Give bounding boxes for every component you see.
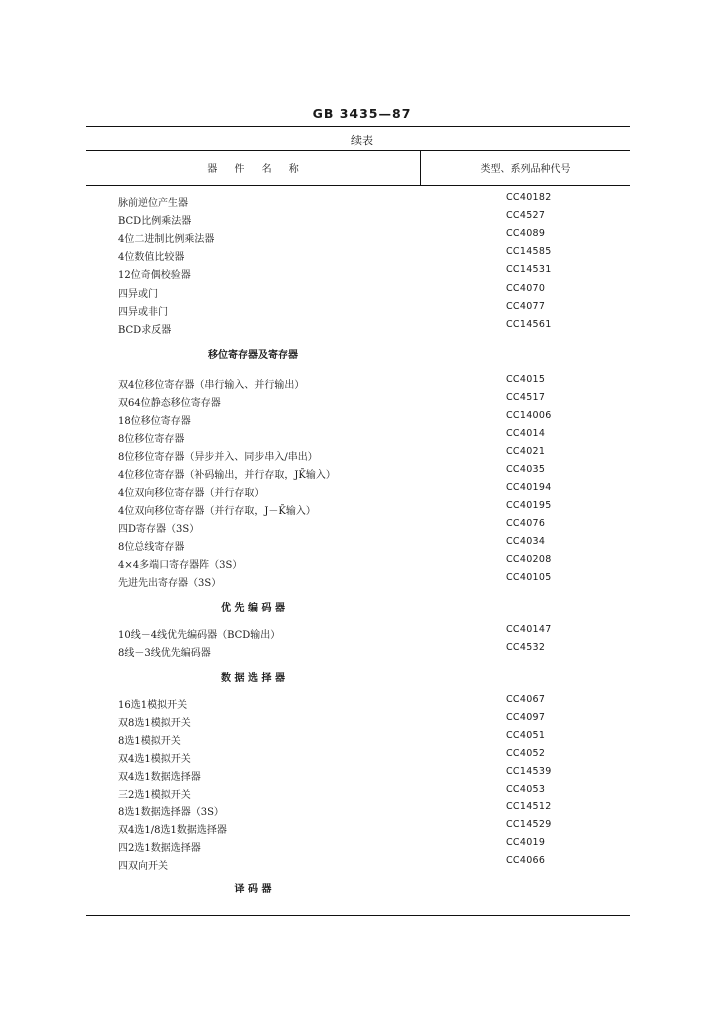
device-name: 18位移位寄存器 <box>118 416 191 427</box>
device-name: 8位总线寄存器 <box>118 542 185 553</box>
device-name: 4位移位寄存器（补码输出，并行存取，JK̄输入） <box>118 470 336 481</box>
device-code: CC4051 <box>506 729 546 741</box>
device-code: CC4015 <box>506 374 546 385</box>
section-title: 译 码 器 <box>234 884 272 895</box>
device-code: CC40147 <box>506 624 552 635</box>
device-code: CC14561 <box>506 318 552 330</box>
device-code: CC4052 <box>506 747 546 759</box>
device-code: CC4517 <box>506 392 546 403</box>
standard-number-header: GB 3435—87 <box>312 106 412 121</box>
device-name: 4位双向移位寄存器（并行存取，J－K̄输入） <box>118 506 316 517</box>
device-code: CC40182 <box>506 192 552 203</box>
device-code: CC4035 <box>506 464 546 475</box>
device-code: CC4053 <box>506 783 546 795</box>
device-name: 8位移位寄存器（异步并入、同步串入/串出） <box>118 452 318 463</box>
device-code: CC4532 <box>506 642 546 653</box>
table-bottom-rule <box>86 915 630 916</box>
device-code: CC40105 <box>506 572 552 583</box>
device-code: CC14585 <box>506 246 552 258</box>
device-name: 双4选1数据选择器 <box>118 771 201 783</box>
device-name: 双4选1模拟开关 <box>118 753 191 765</box>
device-code: CC40194 <box>506 482 552 493</box>
device-name: 8选1数据选择器（3S） <box>118 807 224 819</box>
device-name: 12位奇偶校验器 <box>118 270 191 282</box>
device-name: 四异或门 <box>118 288 158 300</box>
device-code: CC14512 <box>506 801 552 813</box>
device-name: 四2选1数据选择器 <box>118 843 201 855</box>
device-name: 16选1模拟开关 <box>118 700 188 711</box>
device-code: CC40208 <box>506 554 552 565</box>
device-name: 双64位静态移位寄存器 <box>118 398 221 409</box>
device-name: 4×4多端口寄存器阵（3S） <box>118 560 243 571</box>
device-name: 四异或非门 <box>118 306 168 318</box>
device-name: 8选1模拟开关 <box>118 735 181 747</box>
device-code: CC4019 <box>506 837 546 849</box>
device-name: 4位二进制比例乘法器 <box>118 234 215 246</box>
device-name: 4位双向移位寄存器（并行存取） <box>118 488 265 499</box>
device-code: CC4097 <box>506 711 546 723</box>
device-code: CC4067 <box>506 694 546 705</box>
device-name: 脉前逆位产生器 <box>118 198 188 209</box>
device-code: CC14006 <box>506 410 552 421</box>
device-name: 双4位移位寄存器（串行输入、并行输出） <box>118 380 305 391</box>
device-name: 四D寄存器（3S） <box>118 524 200 535</box>
section-title: 数 据 选 择 器 <box>221 673 285 684</box>
device-name: 8位移位寄存器 <box>118 434 185 445</box>
device-name: 先进先出寄存器（3S） <box>118 578 222 589</box>
device-code: CC4089 <box>506 228 546 240</box>
device-code: CC4070 <box>506 282 546 294</box>
device-code: CC4077 <box>506 300 546 312</box>
device-code: CC14539 <box>506 765 552 777</box>
device-name: 双8选1模拟开关 <box>118 717 191 729</box>
device-name: BCD比例乘法器 <box>118 216 192 228</box>
table-caption: 续表 <box>351 134 373 147</box>
section-title: 优 先 编 码 器 <box>221 603 285 614</box>
device-code: CC14531 <box>506 264 552 276</box>
device-code: CC14529 <box>506 819 552 831</box>
device-code: CC4066 <box>506 855 546 867</box>
device-code: CC4076 <box>506 518 546 529</box>
device-code: CC4021 <box>506 446 546 457</box>
column-header-code: 类型、系列品种代号 <box>480 164 571 175</box>
device-name: 四双向开关 <box>118 861 168 873</box>
device-code: CC4527 <box>506 210 546 222</box>
device-name: 8线－3线优先编码器 <box>118 648 211 659</box>
device-code: CC4034 <box>506 536 546 547</box>
device-name: 10线－4线优先编码器（BCD输出） <box>118 630 281 641</box>
device-name: 双4选1/8选1数据选择器 <box>118 825 227 837</box>
column-header-name: 器 件 名 称 <box>207 164 299 175</box>
section-title: 移位寄存器及寄存器 <box>208 350 298 361</box>
device-name: 三2选1模拟开关 <box>118 789 191 801</box>
device-name: 4位数值比较器 <box>118 252 185 264</box>
device-code: CC40195 <box>506 500 552 511</box>
device-name: BCD求反器 <box>118 324 172 336</box>
device-code: CC4014 <box>506 428 546 439</box>
